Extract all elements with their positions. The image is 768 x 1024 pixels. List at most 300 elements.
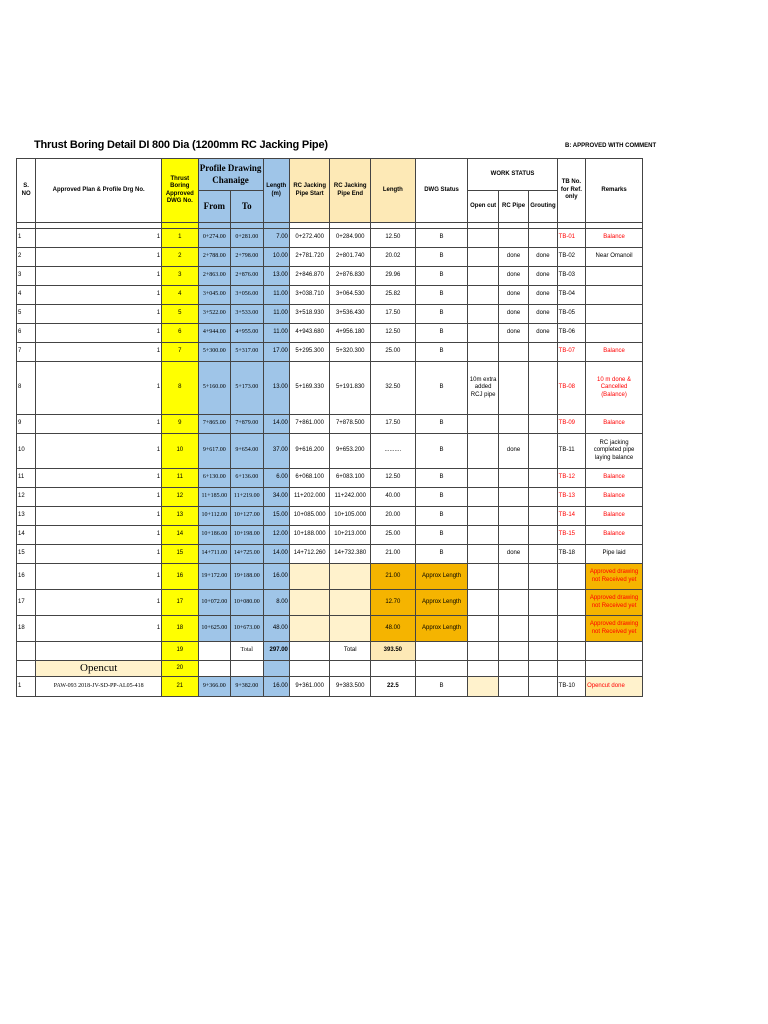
cell-rc-end: 10+105.000 xyxy=(330,507,371,526)
header-from: From xyxy=(198,191,230,223)
cell-remarks: Balance xyxy=(586,488,643,507)
cell-to: 7+879.00 xyxy=(231,415,263,434)
cell-rc-start: 5+295.300 xyxy=(289,343,330,362)
cell-sno: 7 xyxy=(17,343,36,362)
cell-rc-pipe xyxy=(498,469,528,488)
cell-dwg-no: 13 xyxy=(162,507,199,526)
cell-rc-pipe xyxy=(498,616,528,642)
cell-length: 25.00 xyxy=(371,526,416,545)
cell-length: 25.82 xyxy=(371,286,416,305)
cell-rc-end: 4+956.180 xyxy=(330,324,371,343)
empty-cell xyxy=(289,661,330,677)
cell-tb-no xyxy=(557,564,585,590)
cell-sno: 15 xyxy=(17,545,36,564)
cell-dwg-no: 11 xyxy=(162,469,199,488)
cell-dwg-status: B xyxy=(415,286,468,305)
cell-tb-no: TB-10 xyxy=(557,677,585,697)
cell-dwg-status: B xyxy=(415,434,468,469)
cell-dwg-status: B xyxy=(415,229,468,248)
cell-rc-start xyxy=(289,564,330,590)
cell-sno: 11 xyxy=(17,469,36,488)
cell-open-cut xyxy=(468,324,498,343)
cell-dwg-no: 7 xyxy=(162,343,199,362)
cell-length-m xyxy=(263,661,289,677)
cell-dwg-no: 4 xyxy=(162,286,199,305)
cell-sno: 5 xyxy=(17,305,36,324)
cell-rc-end: 11+242.000 xyxy=(330,488,371,507)
cell-open-cut xyxy=(468,434,498,469)
cell-plan: 1 xyxy=(36,305,162,324)
cell-remarks xyxy=(586,324,643,343)
cell-dwg-status: B xyxy=(415,362,468,415)
cell-rc-start: 2+846.870 xyxy=(289,267,330,286)
cell-dwg-no: 5 xyxy=(162,305,199,324)
cell-sno: 10 xyxy=(17,434,36,469)
empty-cell xyxy=(586,642,643,661)
total-label-2: Total xyxy=(330,642,371,661)
cell-rc-end xyxy=(330,616,371,642)
cell-length: 25.00 xyxy=(371,343,416,362)
cell-plan: 1 xyxy=(36,324,162,343)
cell-open-cut xyxy=(468,507,498,526)
cell-rc-pipe xyxy=(498,526,528,545)
cell-plan: 1 xyxy=(36,564,162,590)
cell-grouting xyxy=(529,415,557,434)
empty-cell xyxy=(468,642,498,661)
cell-sno: 18 xyxy=(17,616,36,642)
cell-grouting xyxy=(529,677,557,697)
cell-from: 10+625.00 xyxy=(198,616,230,642)
cell-tb-no: TB-01 xyxy=(557,229,585,248)
empty-cell xyxy=(586,661,643,677)
empty-cell xyxy=(415,642,468,661)
cell-plan: 1 xyxy=(36,343,162,362)
cell-sno: 14 xyxy=(17,526,36,545)
cell-rc-end: 9+383.500 xyxy=(330,677,371,697)
cell-length: 17.50 xyxy=(371,415,416,434)
header-length-m: Length (m) xyxy=(263,159,289,223)
cell-remarks xyxy=(586,286,643,305)
cell-open-cut xyxy=(468,248,498,267)
cell-to: 5+317.00 xyxy=(231,343,263,362)
table-row-approx xyxy=(17,564,643,590)
table-row xyxy=(17,229,643,248)
cell-open-cut xyxy=(468,229,498,248)
cell-rc-start: 10+188.000 xyxy=(289,526,330,545)
cell-dwg-no: 6 xyxy=(162,324,199,343)
cell-from: 7+865.00 xyxy=(198,415,230,434)
header-rc-end: RC Jacking Pipe End xyxy=(330,159,371,223)
header-dwg-status: DWG Status xyxy=(415,159,468,223)
cell-rc-start: 9+361.000 xyxy=(289,677,330,697)
empty-cell xyxy=(498,661,528,677)
table-row xyxy=(17,305,643,324)
cell-open-cut xyxy=(468,526,498,545)
cell-tb-no: TB-06 xyxy=(557,324,585,343)
cell-dwg-no: 17 xyxy=(162,590,199,616)
cell-from: 2+788.00 xyxy=(198,248,230,267)
cell-open-cut xyxy=(468,564,498,590)
cell-tb-no: TB-13 xyxy=(557,488,585,507)
cell-dwg-status: Approx Length xyxy=(415,616,468,642)
cell-dwg-no: 20 xyxy=(162,661,199,677)
cell-length: 21.00 xyxy=(371,564,416,590)
cell-rc-pipe: done xyxy=(498,545,528,564)
table-row xyxy=(17,469,643,488)
cell-tb-no xyxy=(557,616,585,642)
cell-open-cut: 10m extra added RCJ pipe xyxy=(468,362,498,415)
cell-rc-start xyxy=(289,642,330,661)
cell-rc-end xyxy=(330,590,371,616)
cell-length-m: 14.00 xyxy=(263,545,289,564)
cell-length-m: 11.00 xyxy=(263,286,289,305)
opencut-label: Opencut xyxy=(36,661,162,677)
cell-plan: 1 xyxy=(36,507,162,526)
cell-from xyxy=(198,642,230,661)
empty-cell xyxy=(529,642,557,661)
cell-grouting xyxy=(529,526,557,545)
cell-tb-no: TB-07 xyxy=(557,343,585,362)
cell-rc-pipe xyxy=(498,488,528,507)
cell-open-cut xyxy=(468,469,498,488)
page-title: Thrust Boring Detail DI 800 Dia (1200mm RC Jacking Pipe) xyxy=(34,139,328,151)
cell-remarks: Balance xyxy=(586,469,643,488)
cell-tb-no: TB-12 xyxy=(557,469,585,488)
cell-plan: 1 xyxy=(36,616,162,642)
cell-length: 12.50 xyxy=(371,229,416,248)
cell-rc-end: 5+191.830 xyxy=(330,362,371,415)
cell-open-cut xyxy=(468,343,498,362)
cell-rc-end: 2+876.830 xyxy=(330,267,371,286)
cell-to: 3+533.00 xyxy=(231,305,263,324)
cell-rc-end: 6+083.100 xyxy=(330,469,371,488)
empty-cell xyxy=(529,661,557,677)
cell-dwg-no: 9 xyxy=(162,415,199,434)
cell-sno: 8 xyxy=(17,362,36,415)
cell-to: 10+673.00 xyxy=(231,616,263,642)
cell-dwg-no: 2 xyxy=(162,248,199,267)
table-row-opencut xyxy=(17,677,643,697)
cell-length: 48.00 xyxy=(371,616,416,642)
empty-cell xyxy=(557,642,585,661)
cell-rc-start: 7+861.000 xyxy=(289,415,330,434)
cell-tb-no: TB-18 xyxy=(557,545,585,564)
cell-tb-no: TB-11 xyxy=(557,434,585,469)
total-label: Total xyxy=(231,642,263,661)
cell-rc-pipe xyxy=(498,677,528,697)
cell-rc-pipe: done xyxy=(498,248,528,267)
header-length: Length xyxy=(371,159,416,223)
cell-dwg-no: 1 xyxy=(162,229,199,248)
cell-grouting xyxy=(529,469,557,488)
cell-length-m: 11.00 xyxy=(263,305,289,324)
cell-plan: 1 xyxy=(36,267,162,286)
table-row xyxy=(17,248,643,267)
cell-open-cut xyxy=(468,545,498,564)
cell-length-m: 48.00 xyxy=(263,616,289,642)
cell-length: 32.50 xyxy=(371,362,416,415)
cell-length-m: 34.00 xyxy=(263,488,289,507)
cell-dwg-status: B xyxy=(415,248,468,267)
cell-from: 5+300.00 xyxy=(198,343,230,362)
cell-dwg-status: B xyxy=(415,324,468,343)
cell-from: 6+130.00 xyxy=(198,469,230,488)
header-profile: Profile Drawing Chanaige xyxy=(198,159,263,191)
cell-sno: 13 xyxy=(17,507,36,526)
cell-to: 9+382.00 xyxy=(231,677,263,697)
cell-rc-start: 10+085.000 xyxy=(289,507,330,526)
cell-to: 19+188.00 xyxy=(231,564,263,590)
cell-length-m: 16.00 xyxy=(263,564,289,590)
cell-tb-no xyxy=(557,590,585,616)
header-dwg-no: Thrust Boring Approved DWG No. xyxy=(162,159,199,223)
header-plan: Approved Plan & Profile Drg No. xyxy=(36,159,162,223)
cell-grouting: done xyxy=(529,248,557,267)
cell-dwg-status: B xyxy=(415,488,468,507)
cell-dwg-no: 8 xyxy=(162,362,199,415)
header-to: To xyxy=(231,191,263,223)
cell-rc-start: 3+038.710 xyxy=(289,286,330,305)
cell-dwg-no: 18 xyxy=(162,616,199,642)
cell-from: 0+274.00 xyxy=(198,229,230,248)
cell-plan: PAW-093 2018-JV-SD-PP-AL05-418 xyxy=(36,677,162,697)
cell-open-cut xyxy=(468,286,498,305)
cell-grouting: done xyxy=(529,286,557,305)
cell-dwg-status: B xyxy=(415,343,468,362)
cell-remarks: Approved drawing not Received yet xyxy=(586,564,643,590)
table-row xyxy=(17,526,643,545)
cell-length-m: 14.00 xyxy=(263,415,289,434)
cell-dwg-status: Approx Length xyxy=(415,590,468,616)
cell-length-m: 12.00 xyxy=(263,526,289,545)
cell-plan: 1 xyxy=(36,415,162,434)
cell-sno xyxy=(17,642,36,661)
cell-length-m: 16.00 xyxy=(263,677,289,697)
empty-cell xyxy=(468,661,498,677)
cell-rc-pipe: done xyxy=(498,286,528,305)
cell-sno: 16 xyxy=(17,564,36,590)
cell-open-cut xyxy=(468,415,498,434)
cell-to: 9+654.00 xyxy=(231,434,263,469)
cell-sno: 2 xyxy=(17,248,36,267)
cell-dwg-no: 10 xyxy=(162,434,199,469)
cell-rc-pipe: done xyxy=(498,267,528,286)
cell-remarks: RC jacking completed pipe laying balance xyxy=(586,434,643,469)
total-length: 393.50 xyxy=(371,642,416,661)
cell-rc-pipe xyxy=(498,362,528,415)
header-tb-no: TB No. for Ref. only xyxy=(557,159,585,223)
cell-dwg-status: B xyxy=(415,305,468,324)
header-open-cut: Open cut xyxy=(468,191,498,223)
cell-dwg-status: B xyxy=(415,677,468,697)
header-rc-pipe: RC Pipe xyxy=(498,191,528,223)
cell-grouting xyxy=(529,564,557,590)
cell-length-m: 7.00 xyxy=(263,229,289,248)
cell-dwg-status: B xyxy=(415,507,468,526)
cell-plan: 1 xyxy=(36,488,162,507)
cell-rc-start: 14+712.260 xyxy=(289,545,330,564)
cell-rc-end: 14+732.380 xyxy=(330,545,371,564)
cell-rc-end: 3+064.530 xyxy=(330,286,371,305)
cell-from: 10+072.00 xyxy=(198,590,230,616)
cell-length: 22.5 xyxy=(371,677,416,697)
cell-length-m: 37.00 xyxy=(263,434,289,469)
cell-plan: 1 xyxy=(36,286,162,305)
cell-dwg-no: 14 xyxy=(162,526,199,545)
table-row xyxy=(17,434,643,469)
cell-plan: 1 xyxy=(36,545,162,564)
cell-dwg-no: 21 xyxy=(162,677,199,697)
cell-dwg-no: 3 xyxy=(162,267,199,286)
cell-length: 12.50 xyxy=(371,324,416,343)
cell-sno: 3 xyxy=(17,267,36,286)
cell-grouting xyxy=(529,434,557,469)
cell-from xyxy=(198,661,230,677)
cell-rc-end: 9+653.200 xyxy=(330,434,371,469)
cell-rc-pipe xyxy=(498,590,528,616)
empty-cell xyxy=(330,661,371,677)
cell-plan: 1 xyxy=(36,434,162,469)
header-work-status: WORK STATUS xyxy=(468,159,557,191)
cell-length-m: 15.00 xyxy=(263,507,289,526)
cell-rc-end: 2+801.740 xyxy=(330,248,371,267)
cell-open-cut xyxy=(468,305,498,324)
cell-grouting: done xyxy=(529,324,557,343)
cell-sno: 4 xyxy=(17,286,36,305)
cell-plan: 1 xyxy=(36,229,162,248)
cell-open-cut xyxy=(468,590,498,616)
cell-length-m: 17.00 xyxy=(263,343,289,362)
cell-length-m: 13.00 xyxy=(263,362,289,415)
cell-open-cut xyxy=(468,488,498,507)
cell-from: 3+045.00 xyxy=(198,286,230,305)
cell-grouting xyxy=(529,616,557,642)
cell-from: 10+112.00 xyxy=(198,507,230,526)
cell-sno xyxy=(17,661,36,677)
empty-cell xyxy=(498,642,528,661)
cell-length: .......... xyxy=(371,434,416,469)
cell-rc-pipe xyxy=(498,343,528,362)
cell-remarks: Balance xyxy=(586,229,643,248)
cell-dwg-no: 15 xyxy=(162,545,199,564)
cell-length-m: 8.00 xyxy=(263,590,289,616)
total-row xyxy=(17,642,643,661)
cell-rc-end: 7+878.500 xyxy=(330,415,371,434)
cell-rc-end: 10+213.000 xyxy=(330,526,371,545)
cell-remarks: Opencut done xyxy=(586,677,643,697)
cell-length-m: 6.00 xyxy=(263,469,289,488)
cell-rc-end: 3+536.430 xyxy=(330,305,371,324)
cell-rc-pipe xyxy=(498,507,528,526)
cell-sno: 6 xyxy=(17,324,36,343)
cell-from: 10+186.00 xyxy=(198,526,230,545)
cell-rc-start: 3+518.930 xyxy=(289,305,330,324)
cell-grouting: done xyxy=(529,267,557,286)
cell-rc-pipe xyxy=(498,564,528,590)
cell-sno: 17 xyxy=(17,590,36,616)
table-row xyxy=(17,267,643,286)
cell-dwg-status: B xyxy=(415,469,468,488)
cell-rc-start: 9+616.200 xyxy=(289,434,330,469)
header-remarks: Remarks xyxy=(586,159,643,223)
cell-plan xyxy=(36,642,162,661)
table-row xyxy=(17,343,643,362)
cell-length-m: 10.00 xyxy=(263,248,289,267)
cell-remarks: 10 m done & Cancelled (Balance) xyxy=(586,362,643,415)
cell-tb-no: TB-08 xyxy=(557,362,585,415)
cell-remarks: Balance xyxy=(586,415,643,434)
cell-remarks xyxy=(586,267,643,286)
cell-rc-end: 0+284.900 xyxy=(330,229,371,248)
cell-to: 6+136.00 xyxy=(231,469,263,488)
cell-rc-start xyxy=(289,616,330,642)
cell-from: 11+185.00 xyxy=(198,488,230,507)
cell-remarks xyxy=(586,305,643,324)
cell-sno: 1 xyxy=(17,677,36,697)
cell-dwg-status: B xyxy=(415,415,468,434)
cell-to: 10+080.00 xyxy=(231,590,263,616)
cell-rc-pipe xyxy=(498,229,528,248)
cell-to: 14+725.00 xyxy=(231,545,263,564)
cell-tb-no: TB-02 xyxy=(557,248,585,267)
cell-tb-no: TB-15 xyxy=(557,526,585,545)
empty-cell xyxy=(415,661,468,677)
table-row xyxy=(17,362,643,415)
cell-from: 4+944.00 xyxy=(198,324,230,343)
table-row xyxy=(17,324,643,343)
cell-tb-no: TB-03 xyxy=(557,267,585,286)
cell-length-m: 13.00 xyxy=(263,267,289,286)
table-row xyxy=(17,545,643,564)
cell-rc-start: 5+169.330 xyxy=(289,362,330,415)
table-row xyxy=(17,507,643,526)
cell-rc-start: 6+068.100 xyxy=(289,469,330,488)
cell-rc-pipe: done xyxy=(498,324,528,343)
cell-plan: 1 xyxy=(36,248,162,267)
cell-tb-no: TB-14 xyxy=(557,507,585,526)
cell-grouting xyxy=(529,362,557,415)
cell-length: 21.00 xyxy=(371,545,416,564)
cell-length-m: 11.00 xyxy=(263,324,289,343)
cell-plan: 1 xyxy=(36,469,162,488)
cell-dwg-no: 12 xyxy=(162,488,199,507)
cell-length: 40.00 xyxy=(371,488,416,507)
cell-remarks: Approved drawing not Received yet xyxy=(586,590,643,616)
cell-remarks: Approved drawing not Received yet xyxy=(586,616,643,642)
cell-length: 20.02 xyxy=(371,248,416,267)
cell-length: 20.00 xyxy=(371,507,416,526)
cell-grouting xyxy=(529,343,557,362)
cell-grouting xyxy=(529,507,557,526)
cell-rc-start: 11+202.000 xyxy=(289,488,330,507)
total-length-m: 297.00 xyxy=(263,642,289,661)
cell-remarks: Near Omanoil xyxy=(586,248,643,267)
table-row-approx xyxy=(17,616,643,642)
cell-remarks: Balance xyxy=(586,507,643,526)
cell-grouting xyxy=(529,545,557,564)
empty-cell xyxy=(371,661,416,677)
cell-dwg-status: B xyxy=(415,526,468,545)
status-legend: B: APPROVED WITH COMMENT xyxy=(565,143,657,149)
cell-from: 2+863.00 xyxy=(198,267,230,286)
cell-to: 0+281.00 xyxy=(231,229,263,248)
table-row-approx xyxy=(17,590,643,616)
table-row xyxy=(17,286,643,305)
cell-plan: 1 xyxy=(36,362,162,415)
opencut-row xyxy=(17,661,643,677)
cell-from: 9+366.00 xyxy=(198,677,230,697)
cell-plan: 1 xyxy=(36,590,162,616)
